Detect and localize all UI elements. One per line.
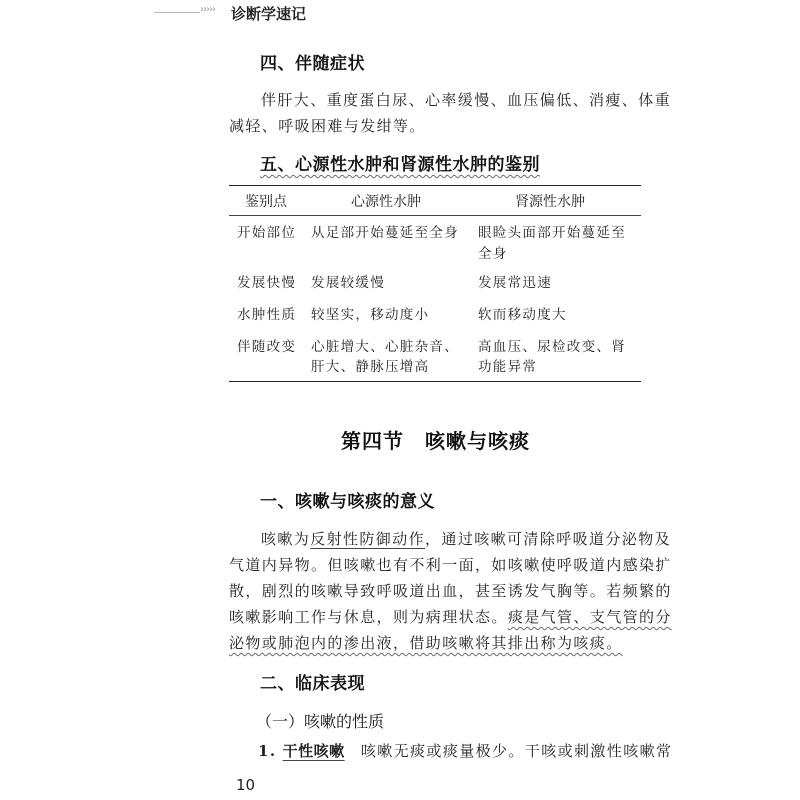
clinical-item-number: 1.: [258, 742, 277, 760]
table-cell-renal: 全身: [478, 246, 508, 262]
table-row-label: 开始部位: [237, 225, 297, 241]
section4-paragraph-line2: 减轻、呼吸困难与发绀等。: [229, 117, 426, 135]
meaning-sputum-definition-end: 泌物或肺泡内的渗出液，借助咳嗽将其排出称为咳痰。: [229, 634, 623, 652]
header-arrows-icon: ›››››: [200, 4, 215, 15]
table-cell-renal: 高血压、尿检改变、肾: [478, 339, 626, 355]
meaning-line1-start: 咳嗽为: [261, 530, 311, 548]
table-top-rule: [229, 185, 641, 186]
meaning-reflex-term: 反射性防御动作: [310, 530, 426, 548]
clinical-item-1: [258, 738, 672, 764]
table-cell-renal: 软而移动度大: [478, 307, 567, 323]
table-cell-renal: 功能异常: [478, 359, 538, 375]
table-row-label: 水肿性质: [237, 307, 297, 323]
table-cell-cardiac: 较坚实，移动度小: [311, 307, 430, 323]
table-cell-renal: 眼睑头面部开始蔓延至: [478, 225, 626, 241]
meaning-line2: 气道内异物。但咳嗽也有不利一面，如咳嗽使呼吸道内感染扩: [229, 556, 672, 574]
meaning-heading: 一、咳嗽与咳痰的意义: [260, 492, 435, 512]
clinical-item-term: 干性咳嗽: [282, 742, 345, 760]
table-header-cell: 鉴别点: [245, 194, 287, 210]
table-row-label: 发展快慢: [237, 275, 297, 291]
running-header-title: 诊断学速记: [231, 5, 307, 23]
chapter-title: 第四节 咳嗽与咳痰: [341, 429, 530, 453]
meaning-line5: [229, 630, 623, 656]
clinical-item-text: 咳嗽无痰或痰量极少。干咳或刺激性咳嗽常: [360, 742, 673, 760]
table-cell-cardiac: 心脏增大、心脏杂音、: [311, 339, 459, 355]
header-rule: [154, 12, 200, 13]
table-header-cell: 心源性水肿: [351, 194, 421, 210]
meaning-line3: 散，剧烈的咳嗽导致呼吸道出血，甚至诱发气胸等。若频繁的: [229, 582, 672, 600]
meaning-line1-end: ，通过咳嗽可清除呼吸道分泌物及: [425, 530, 672, 548]
meaning-sputum-definition-start: 痰是气管、支气管的分: [507, 608, 672, 626]
clinical-subheading: （一）咳嗽的性质: [256, 712, 385, 731]
page-number: 10: [236, 776, 256, 794]
meaning-line1: [261, 526, 671, 552]
table-header-cell: 肾源性水肿: [515, 194, 585, 210]
table-header-rule: [229, 215, 641, 216]
meaning-line4-start: 咳嗽影响工作与休息，则为病理状态。: [229, 608, 508, 626]
clinical-heading: 二、临床表现: [260, 674, 365, 694]
table-bottom-rule: [229, 381, 641, 382]
table-cell-renal: 发展常迅速: [478, 275, 552, 291]
table-row-label: 伴随改变: [237, 339, 297, 355]
meaning-line4: [229, 604, 672, 630]
section5-heading: 五、心源性水肿和肾源性水肿的鉴别: [260, 155, 540, 175]
table-cell-cardiac: 肝大、静脉压增高: [311, 359, 430, 375]
section4-heading: 四、伴随症状: [260, 54, 365, 74]
table-cell-cardiac: 发展较缓慢: [311, 275, 385, 291]
section4-paragraph-line1: 伴肝大、重度蛋白尿、心率缓慢、血压偏低、消瘦、体重: [261, 91, 672, 109]
table-cell-cardiac: 从足部开始蔓延至全身: [311, 225, 459, 241]
